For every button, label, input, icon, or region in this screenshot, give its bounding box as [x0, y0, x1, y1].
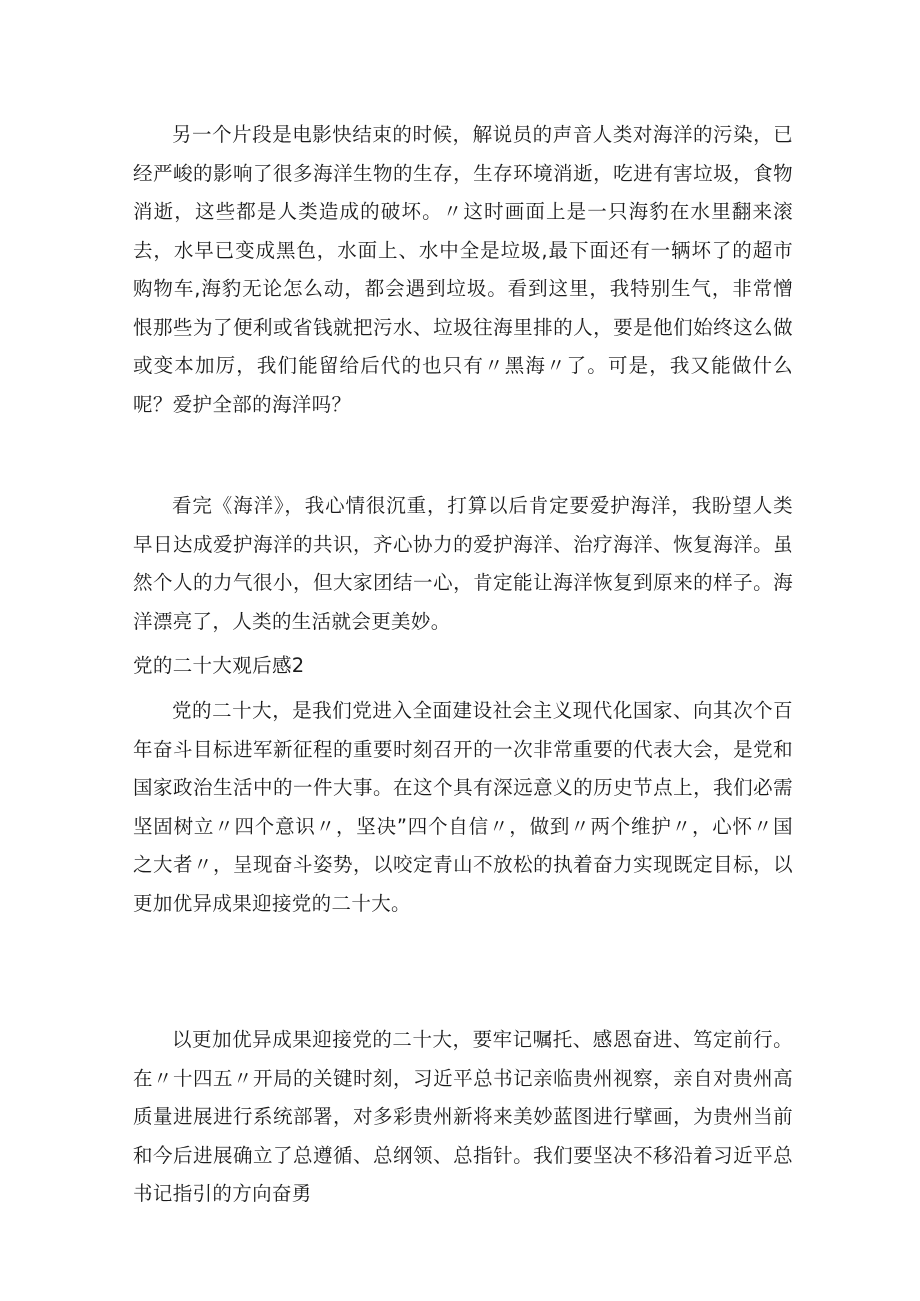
body-paragraph: 另一个片段是电影快结束的时候，解说员的声音人类对海洋的污染，已经严峻的影响了很多海洋生物的生存，生存环境消逝，吃进有害垃圾，食物消逝，这些都是人类造成的破坏。〃这时画面上是一只海豹在水里翻来滚去，水早已变成黑色，水面上、水中全是垃圾,最下面还有一辆坏了的超市购物车,海豹无论怎么动，都会遇到垃圾。看到这里，我特别生气，非常憎恨那些为了便利或省钱就把污水、垃圾往海里排的人，要是他们始终这么做或变本加厉，我们能留给后代的也只有〃黑海〃了。可是，我又能做什么呢？爱护全部的海洋吗？ [133, 123, 793, 416]
body-paragraph: 看完《海洋》，我心情很沉重，打算以后肯定要爱护海洋，我盼望人类早日达成爱护海洋的共识，齐心协力的爱护海洋、治疗海洋、恢复海洋。虽然个人的力气很小，但大家团结一心，肯定能让海洋恢复到原来的样子。海洋漂亮了，人类的生活就会更美妙。 [133, 494, 793, 633]
section-heading: 党的二十大观后感2 [133, 654, 305, 677]
body-paragraph: 以更加优异成果迎接党的二十大，要牢记嘱托、感恩奋进、笃定前行。在〃十四五〃开局的关键时刻，习近平总书记亲临贵州视察，亲自对贵州高质量进展进行系统部署，对多彩贵州新将来美妙蓝图进行擘画，为贵州当前和今后进展确立了总遵循、总纲领、总指针。我们要坚决不移沿着习近平总书记指引的方向奋勇 [133, 1028, 793, 1205]
body-paragraph: 党的二十大，是我们党进入全面建设社会主义现代化国家、向其次个百年奋斗目标进军新征程的重要时刻召开的一次非常重要的代表大会，是党和国家政治生活中的一件大事。在这个具有深远意义的历史节点上，我们必需坚固树立〃四个意识〃，坚决”四个自信〃，做到〃两个维护〃，心怀〃国之大者〃，呈现奋斗姿势，以咬定青山不放松的执着奋力实现既定目标，以更加优异成果迎接党的二十大。 [133, 699, 793, 915]
